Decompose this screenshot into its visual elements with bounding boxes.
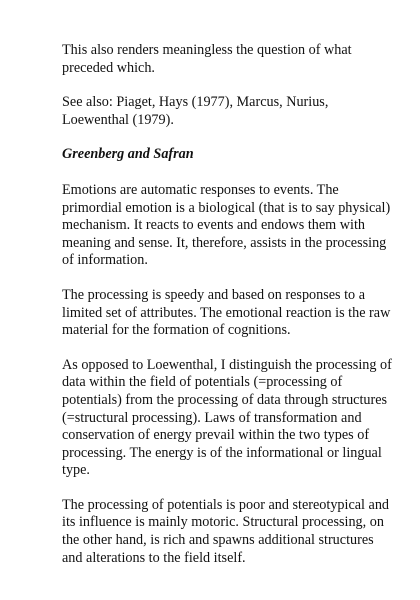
text-line: preceded which. — [62, 59, 155, 76]
text-line: Loewenthal (1979). — [62, 111, 174, 128]
text-line: conservation of energy prevail within the two types of — [62, 427, 370, 444]
text-line: primordial emotion is a biological (that is to say physical) — [62, 199, 391, 216]
text-line: The processing is speedy and based on responses to a — [62, 286, 365, 303]
text-line: meaning and sense. It, therefore, assists in the processing — [62, 234, 387, 251]
paragraph-emotions-automatic — [62, 181, 391, 270]
paragraph-processing-speedy — [62, 286, 391, 340]
text-line: As opposed to Loewenthal, I distinguish the processing of — [62, 356, 392, 373]
paragraph-processing-potentials — [62, 496, 390, 567]
text-line: of information. — [62, 252, 148, 269]
text-line: the other hand, is rich and spawns additional structures — [62, 532, 374, 549]
section-heading — [62, 146, 367, 164]
text-line: material for the formation of cognitions. — [62, 322, 291, 339]
text-line: type. — [62, 462, 90, 479]
text-line: processing. The energy is of the informational or lingual — [62, 444, 382, 461]
text-line: limited set of attributes. The emotional reaction is the raw — [62, 304, 391, 321]
text-line: This also renders meaningless the question of what — [62, 42, 352, 58]
paragraph-see-also — [62, 94, 367, 129]
text-line: its influence is mainly motoric. Structural processing, on — [62, 514, 384, 531]
text-line: See also: Piaget, Hays (1977), Marcus, Nurius, — [62, 94, 329, 111]
document-page — [62, 42, 392, 584]
paragraph-loewenthal-distinction — [62, 356, 392, 480]
paragraph-question-preceded — [62, 42, 367, 77]
text-line: mechanism. It reacts to events and endows them with — [62, 217, 365, 234]
heading-text: Greenberg and Safran — [62, 146, 194, 163]
text-line: (=structural processing). Laws of transformation and — [62, 409, 362, 426]
text-line: Emotions are automatic responses to events. The — [62, 181, 339, 198]
text-line: and alterations to the field itself. — [62, 549, 246, 566]
text-line: The processing of potentials is poor and stereotypical and — [62, 496, 390, 513]
text-line: potentials) from the processing of data through structures — [62, 391, 388, 408]
text-line: data within the field of potentials (=processing of — [62, 374, 343, 391]
